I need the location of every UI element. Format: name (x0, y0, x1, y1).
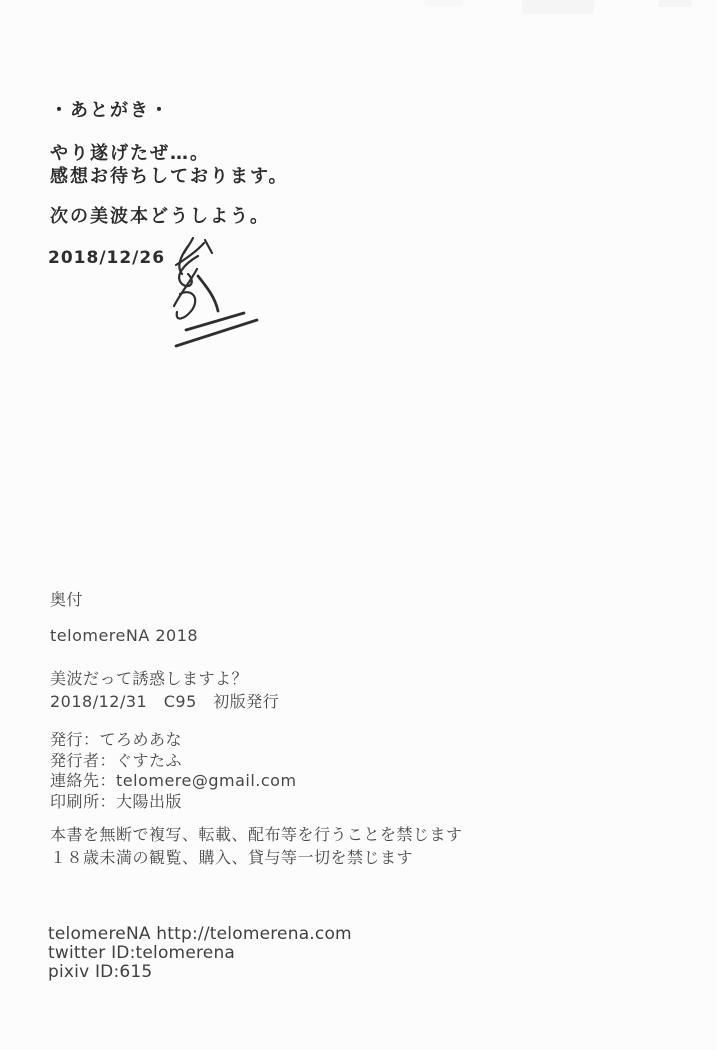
website-url: telomereNA http://telomerena.com (48, 924, 352, 944)
pixiv-id: pixiv ID:615 (48, 962, 153, 982)
book-title: 美波だって誘惑しますよ？ (50, 669, 249, 688)
scan-artifact (658, 0, 692, 7)
afterword-line: 感想お待ちしております。 (50, 166, 289, 187)
publisher-line: 発行：てろめあな (50, 730, 183, 749)
printer-line: 印刷所：大陽出版 (50, 792, 183, 811)
signature-strokes (174, 238, 257, 346)
handwritten-signature-icon (158, 232, 273, 360)
circle-credit: telomereNA 2018 (50, 626, 199, 645)
scan-artifact (424, 0, 464, 6)
scan-artifact (522, 0, 594, 14)
colophon-heading: 奥付 (50, 590, 84, 609)
afterword-date: 2018/12/26 (48, 248, 166, 268)
twitter-id: twitter ID:telomerena (48, 943, 236, 963)
author-line: 発行者：ぐすたふ (50, 751, 183, 770)
copyright-notice: 本書を無断で複写、転載、配布等を行うことを禁じます (50, 825, 463, 844)
afterword-line: 次の美波本どうしよう。 (50, 206, 270, 227)
contact-line: 連絡先：telomere@gmail.com (50, 771, 297, 790)
afterword-heading: ・あとがき・ (50, 100, 170, 121)
edition-info: 2018/12/31 C95 初版発行 (50, 692, 280, 711)
age-restriction-notice: １８歳未満の観覧、購入、貸与等一切を禁じます (50, 848, 414, 867)
afterword-line: やり遂げたぜ…。 (50, 143, 210, 164)
